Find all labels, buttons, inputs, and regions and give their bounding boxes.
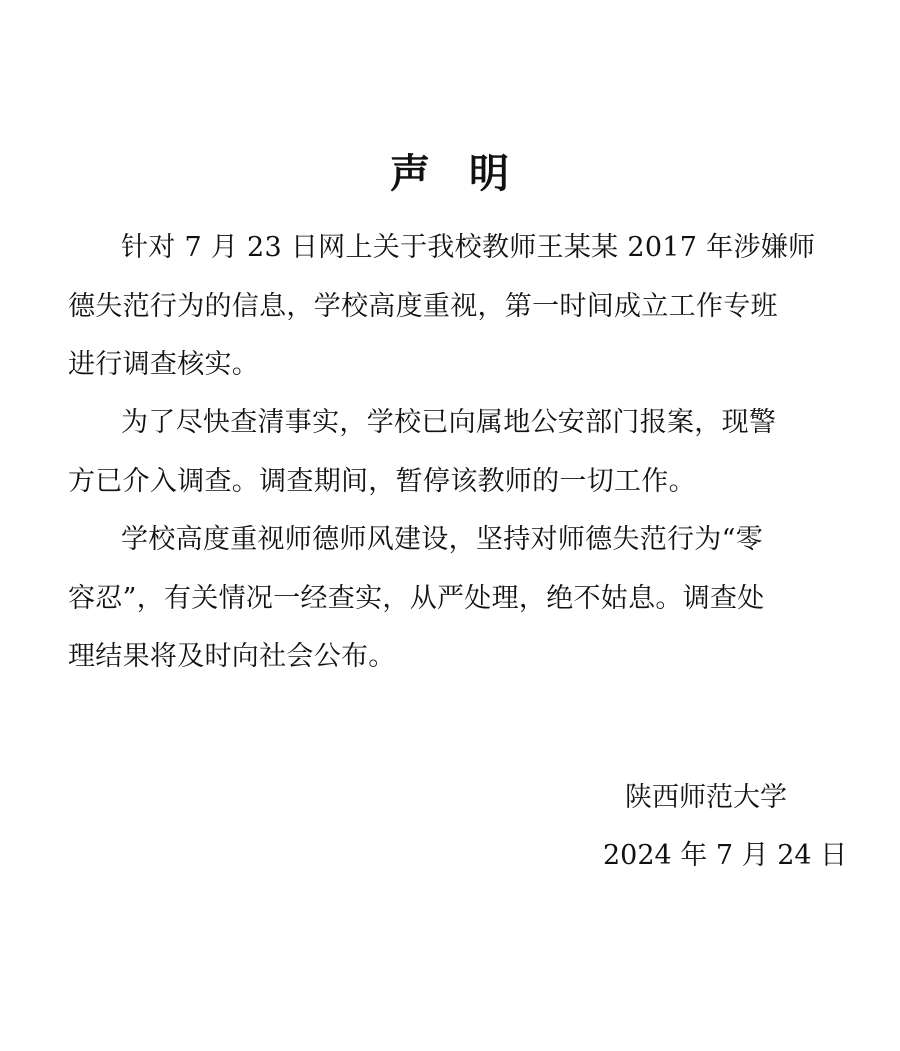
paragraph-3-line-3: 理结果将及时向社会公布。 [68,641,396,672]
paragraph-3-line-1: 学校高度重视师德师风建设，坚持对师德失范行为“零 [121,524,764,555]
paragraph-3-line-2: 容忍”，有关情况一经查实，从严处理，绝不姑息。调查处 [68,583,765,614]
signature-date: 2024 年 7 月 24 日 [603,840,848,871]
paragraph-2-line-2: 方已介入调查。调查期间，暂停该教师的一切工作。 [68,466,696,497]
title-char-1: 声 [390,151,431,197]
paragraph-1-line-1: 针对 7 月 23 日网上关于我校教师王某某 2017 年涉嫌师 [121,232,816,263]
title-char-2: 明 [469,151,510,197]
paragraph-1-line-3: 进行调查核实。 [68,349,260,380]
signature-organization: 陕西师范大学 [625,782,787,813]
paragraph-1-line-2: 德失范行为的信息，学校高度重视，第一时间成立工作专班 [68,291,778,322]
paragraph-2-line-1: 为了尽快查清事实，学校已向属地公安部门报案，现警 [121,407,777,438]
document-title [0,148,900,200]
